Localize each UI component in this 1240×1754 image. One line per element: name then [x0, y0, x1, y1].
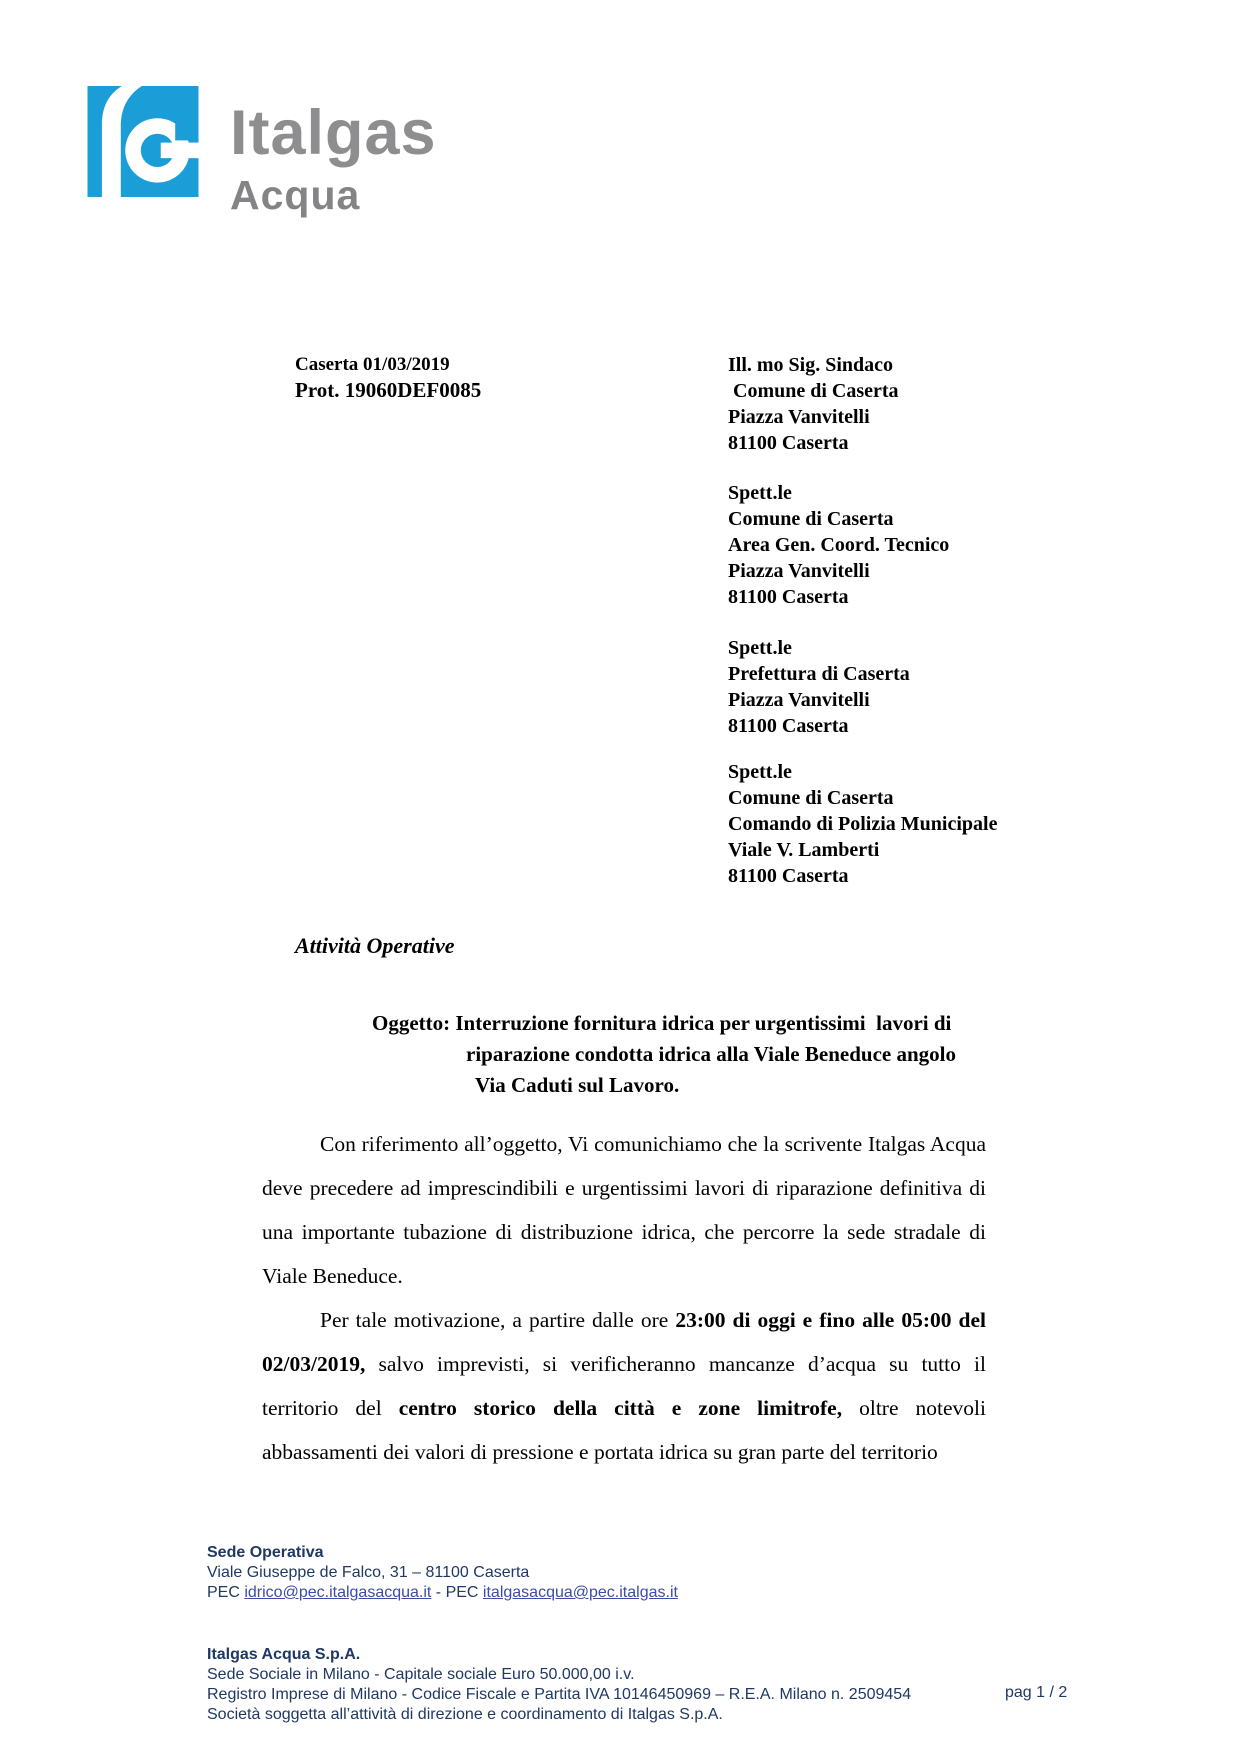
place-date: Caserta 01/03/2019: [295, 354, 450, 375]
footer-company-lines: [207, 1665, 911, 1725]
recipient-block-prefettura: [728, 635, 997, 739]
address-line: 81100 Caserta: [728, 432, 849, 454]
recipient-block-sindaco: [728, 352, 997, 456]
subject-line: Oggetto: Interruzione fornitura idrica per urgentissimi lavori di: [372, 1011, 952, 1035]
address-line: Piazza Vanvitelli: [728, 560, 870, 582]
address-line: Ill. mo Sig. Sindaco: [728, 354, 894, 376]
company-info-line: Società soggetta all’attività di direzione e coordinamento di Italgas S.p.A.: [207, 1706, 723, 1723]
logo-wordmark: [230, 86, 437, 217]
footer: [207, 1543, 911, 1725]
footer-company-info: [207, 1645, 911, 1725]
pec-separator: - PEC: [431, 1584, 483, 1601]
subject-line: riparazione condotta idrica alla Viale Beneduce angolo: [466, 1042, 956, 1066]
section-label: Attività Operative: [295, 933, 455, 958]
subject-line: Via Caduti sul Lavoro.: [475, 1073, 680, 1097]
address-line: 81100 Caserta: [728, 715, 849, 737]
recipients-column: [728, 352, 997, 915]
page-number: pag 1 / 2: [1005, 1684, 1068, 1701]
pec-link-idrico[interactable]: idrico@pec.italgasacqua.it: [244, 1584, 432, 1601]
address-line: Area Gen. Coord. Tecnico: [728, 534, 950, 556]
company-info-line: Sede Sociale in Milano - Capitale sociale Euro 50.000,00 i.v.: [207, 1666, 635, 1683]
address-line: Viale V. Lamberti: [728, 839, 880, 861]
pec-link-italgasacqua[interactable]: italgasacqua@pec.italgas.it: [482, 1584, 678, 1601]
footer-company-title: Italgas Acqua S.p.A.: [207, 1646, 361, 1663]
protocol-number: Prot. 19060DEF0085: [295, 378, 482, 402]
footer-operative-title: Sede Operativa: [207, 1544, 324, 1561]
text-run: oltre notevoli abbassamenti dei valori di pressione e portata idrica su gran parte del territorio: [262, 1396, 986, 1464]
address-line: Comune di Caserta: [728, 508, 894, 530]
address-line: Spett.le: [728, 761, 792, 783]
body-paragraph: [262, 1298, 986, 1474]
recipient-block-polizia-municipale: [728, 759, 997, 889]
address-line: 81100 Caserta: [728, 586, 849, 608]
pec-label: PEC: [207, 1584, 245, 1601]
date-protocol-block: [295, 352, 481, 404]
address-line: Piazza Vanvitelli: [728, 406, 870, 428]
address-line: Comune di Caserta: [728, 380, 899, 402]
text-run: Con riferimento all’oggetto, Vi comunichiamo che la scrivente Italgas Acqua deve precedere ad imprescindibili e urgentissimi lavori di riparazione definitiva di una importante tubazione di distribuzione idrica, che percorre la sede stradale di Viale Beneduce.: [262, 1132, 986, 1288]
recipient-block-area-tecnico: [728, 480, 997, 610]
brand-subname: Acqua: [230, 172, 361, 218]
address-line: Spett.le: [728, 637, 792, 659]
address-line: Spett.le: [728, 482, 792, 504]
text-run: centro storico della città e zone limitrofe,: [398, 1396, 843, 1420]
footer-pec-line: [207, 1583, 911, 1603]
address-line: 81100 Caserta: [728, 865, 849, 887]
italgas-acqua-logo: [86, 86, 437, 217]
address-line: Comando di Polizia Municipale: [728, 813, 998, 835]
address-line: Prefettura di Caserta: [728, 663, 910, 685]
brand-name: Italgas: [230, 98, 437, 168]
body-paragraph: [262, 1122, 986, 1298]
text-run: 23:00 di oggi e fino alle 05:00 del 02/03/2019,: [262, 1308, 986, 1376]
italgas-ig-mark-icon: [86, 86, 200, 197]
address-line: Piazza Vanvitelli: [728, 689, 870, 711]
footer-operative-address: Viale Giuseppe de Falco, 31 – 81100 Caserta: [207, 1564, 530, 1581]
subject-block: [372, 1008, 1012, 1101]
company-info-line: Registro Imprese di Milano - Codice Fiscale e Partita IVA 10146450969 – R.E.A. Milano n. 2509454: [207, 1686, 912, 1703]
letter-body: [262, 1122, 986, 1474]
text-run: Per tale motivazione, a partire dalle ore: [320, 1308, 676, 1332]
footer-operative-office: [207, 1543, 911, 1603]
text-run: salvo imprevisti, si verificheranno mancanze d’acqua su tutto il territorio del: [262, 1352, 986, 1420]
address-line: Comune di Caserta: [728, 787, 894, 809]
